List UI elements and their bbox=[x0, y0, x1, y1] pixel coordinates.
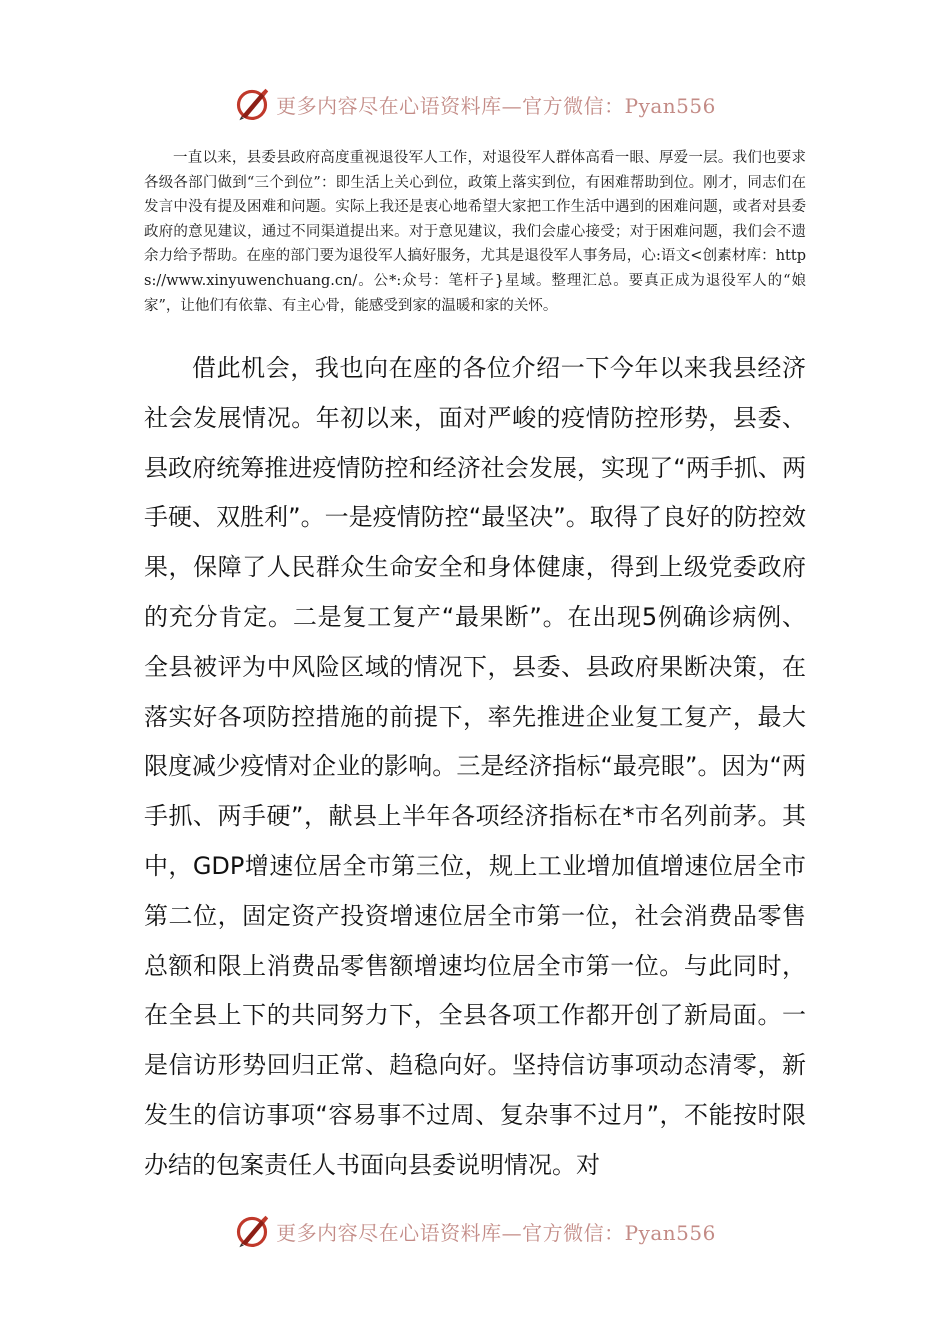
intro-paragraph: 一直以来，县委县政府高度重视退役军人工作，对退役军人群体高看一眼、厚爱一层。我们也要求各级各部门做到“三个到位”：即生活上关心到位，政策上落实到位，有困难帮助到位。刚才，同志们在发言中没有提及困难和问题。实际上我还是衷心地希望大家把工作生活中遇到的困难问题，或者对县委政府的意见建议，通过不同渠道提出来。对于意见建议，我们会虚心接受；对于困难问题，我们会不遗余力给予帮助。在座的部门要为退役军人搞好服务，尤其是退役军人事务局，心:语文<创素材库：https://www.xinyuwenchuang.cn/。公*:众号：笔杆子}星域。整理汇总。要真正成为退役军人的“娘家”，让他们有依靠、有主心骨，能感受到家的温暖和家的关怀。 bbox=[144, 150, 806, 314]
pen-logo-icon bbox=[234, 1213, 270, 1249]
header-banner-text: 更多内容尽在心语资料库—官方微信：Pyan556 bbox=[276, 93, 716, 118]
header-banner bbox=[0, 84, 950, 124]
footer-banner bbox=[0, 1211, 950, 1251]
footer-banner-text: 更多内容尽在心语资料库—官方微信：Pyan556 bbox=[276, 1220, 716, 1245]
pen-logo-icon bbox=[234, 86, 270, 122]
main-paragraph: 借此机会，我也向在座的各位介绍一下今年以来我县经济社会发展情况。年初以来，面对严峻的疫情防控形势，县委、县政府统筹推进疫情防控和经济社会发展，实现了“两手抓、两手硬、双胜利”。一是疫情防控“最坚决”。取得了良好的防控效果，保障了人民群众生命安全和身体健康，得到上级党委政府的充分肯定。二是复工复产“最果断”。在出现5例确诊病例、全县被评为中风险区域的情况下，县委、县政府果断决策，在落实好各项防控措施的前提下，率先推进企业复工复产，最大限度减少疫情对企业的影响。三是经济指标“最亮眼”。因为“两手抓、两手硬”，献县上半年各项经济指标在*市名列前茅。其中，GDP增速位居全市第三位，规上工业增加值增速位居全市第二位，固定资产投资增速位居全市第一位，社会消费品零售总额和限上消费品零售额增速均位居全市第一位。与此同时，在全县上下的共同努力下，全县各项工作都开创了新局面。一是信访形势回归正常、趋稳向好。坚持信访事项动态清零，新发生的信访事项“容易事不过周、复杂事不过月”，不能按时限办结的包案责任人书面向县委说明情况。对 bbox=[144, 354, 806, 1179]
